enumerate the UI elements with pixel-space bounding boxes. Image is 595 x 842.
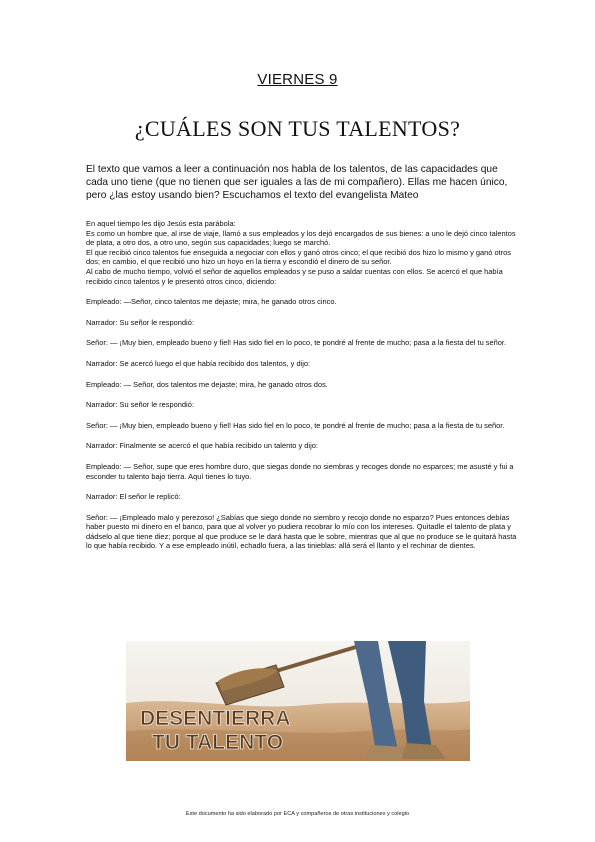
dialogue-line: Narrador: El señor le replicó: [86,492,181,502]
page-title: ¿CUÁLES SON TUS TALENTOS? [134,116,461,141]
dialogue-line: Señor: — ¡Empleado malo y perezoso! ¿Sabías que siego donde no siembro y recojo donde no esparzo? Pues entonces debías haber puesto mi dinero en el banco, para que al volver yo pudiera recobrar lo mío con los intereses. Quitadle el talento de plata y dádselo al que tiene diez; porque al que produce se le dará hasta que le sobre, mientras que al que no produce se le quitará hasta lo que había recibido. Y a ese empleado inútil, echadlo fuera, a las tinieblas: allá será el llanto y el rechinar de dientes. [86,512,517,551]
dialogue-line: Narrador: Su señor le respondió: [86,317,194,327]
banner-image [126,641,470,761]
dialogue-line: Empleado: — Señor, dos talentos me dejaste; mira, he ganado otros dos. [86,379,328,389]
day-heading: VIERNES 9 [257,71,338,88]
gospel-reading [86,219,518,562]
dialogue-line: Señor: — ¡Muy bien, empleado bueno y fiel! Has sido fiel en lo poco, te pondré al frente de mucho; pasa a la fiesta de tu señor. [86,420,505,430]
dialogue-line: Empleado: — Señor, supe que eres hombre duro, que siegas donde no siembras y recoges donde no esparces; me asusté y fui a esconder tu talento bajo tierra. Aquí tienes lo tuyo. [86,461,514,481]
intro-paragraph: El texto que vamos a leer a continuación nos habla de los talentos, de las capacidades que cada uno tiene (que no tienen que ser iguales a las de mi compañero). Ellas me hacen único, pero ¿las estoy usando bien? Escuchamos el texto del evangelista Mateo [86,164,508,201]
banner-line-2: TU TALENTO [152,731,284,754]
dialogue-line: Narrador: Finalmente se acercó el que había recibido un talento y dijo: [86,441,318,451]
banner-illustration [126,641,470,761]
banner-line-1: DESENTIERRA [140,707,291,730]
dialogue-line: Narrador: Su señor le respondió: [86,400,194,410]
dialogue-line: Señor: — ¡Muy bien, empleado bueno y fiel! Has sido fiel en lo poco, te pondré al frente de mucho; pasa a la fiesta del tu señor. [86,338,507,348]
reading-opening: En aquel tiempo les dijo Jesús esta parábola: [86,219,236,228]
footer-note: Este documento ha sido elaborado por ECA y compañeros de otras instituciones y colegio [185,811,410,817]
dialogue-line: Narrador: Se acercó luego el que había recibido dos talentos, y dijo: [86,358,311,368]
dialogue-line: Empleado: —Señor, cinco talentos me dejaste; mira, he ganado otros cinco. [86,297,337,307]
reading-paragraph: Al cabo de mucho tiempo, volvió el señor de aquellos empleados y se puso a saldar cuentas con ellos. Se acercó el que había recibido cinco talentos y le presentó otros cinco, diciendo: [86,266,503,286]
reading-paragraph: Es como un hombre que, al irse de viaje, llamó a sus empleados y los dejó encargados de sus bienes: a uno le dejó cinco talentos de plata, a otro dos, a otro uno, según sus capacidades; luego se marchó. [86,228,516,248]
reading-paragraph: El que recibió cinco talentos fue enseguida a negociar con ellos y ganó otros cinco; el que recibió dos hizo lo mismo y ganó otros dos; en cambio, el que recibió uno hizo un hoyo en la tierra y escondió el dinero de su señor. [86,247,512,267]
